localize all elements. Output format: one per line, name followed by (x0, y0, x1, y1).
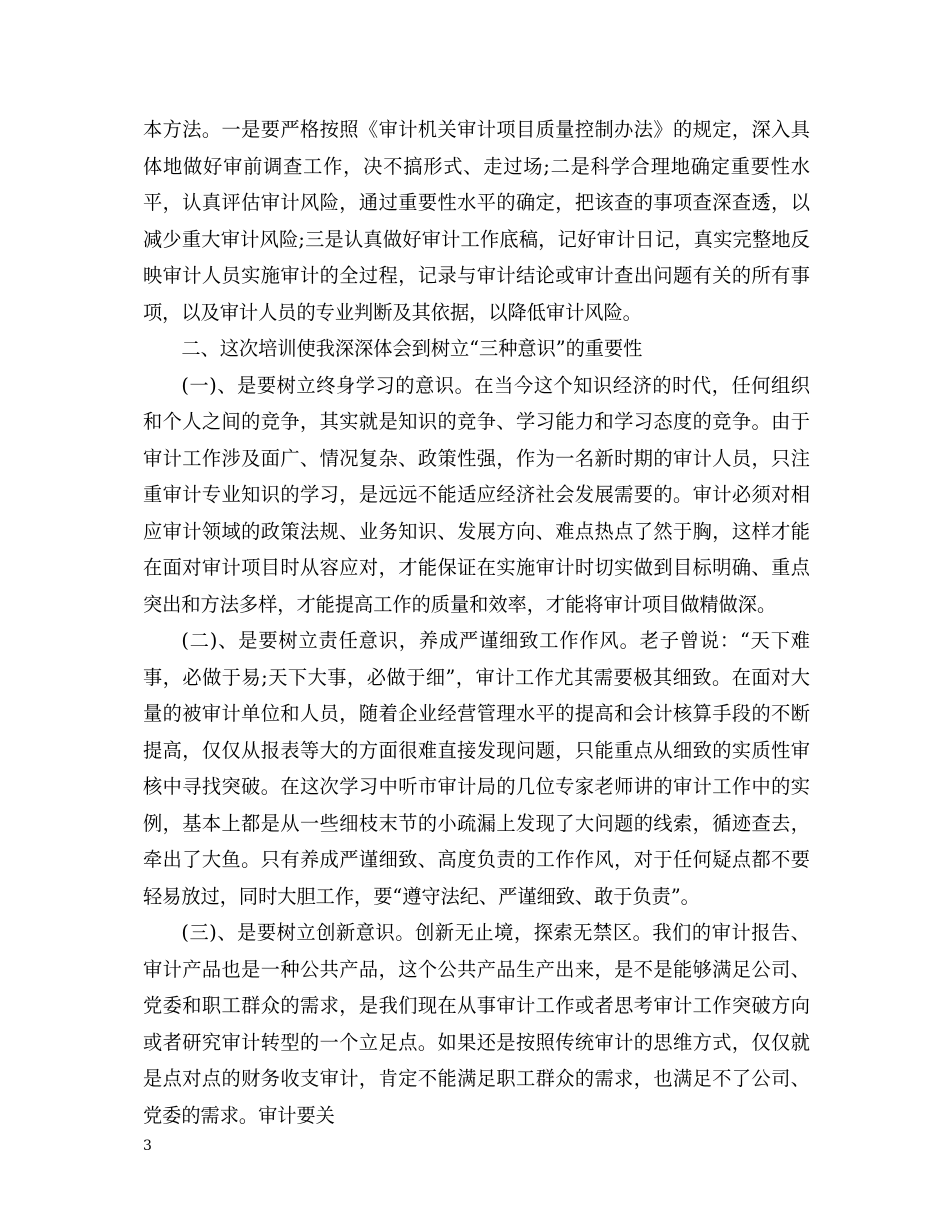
paragraph-lifelong-learning: (一)、是要树立终身学习的意识。在当今这个知识经济的时代，任何组织和个人之间的竞争，其实就是知识的竞争、学习能力和学习态度的竞争。由于审计工作涉及面广、情况复杂、政策性强，作为一名新时期的审计人员，只注重审计专业知识的学习，是远远不能适应经济社会发展需要的。审计必须对相应审计领域的政策法规、业务知识、发展方向、难点热点了然于胸，这样才能在面对审计项目时从容应对，才能保证在实施审计时切实做到目标明确、重点突出和方法多样，才能提高工作的质量和效率，才能将审计项目做精做深。 (143, 373, 810, 616)
paragraph-continuation: 本方法。一是要严格按照《审计机关审计项目质量控制办法》的规定，深入具体地做好审前调查工作，决不搞形式、走过场;二是科学合理地确定重要性水平，认真评估审计风险，通过重要性水平的确定，把该查的事项查深查透，以减少重大审计风险;三是认真做好审计工作底稿，记好审计日记，真实完整地反映审计人员实施审计的全过程，记录与审计结论或审计查出问题有关的所有事项，以及审计人员的专业判断及其依据，以降低审计风险。 (143, 118, 810, 324)
body-text (143, 112, 810, 1134)
page-number: 3 (143, 1138, 152, 1154)
section-heading: 二、这次培训使我深深体会到树立“三种意识”的重要性 (181, 337, 643, 360)
paragraph-innovation: (三)、是要树立创新意识。创新无止境，探索无禁区。我们的审计报告、审计产品也是一种公共产品，这个公共产品生产出来，是不是能够满足公司、党委和职工群众的需求，是我们现在从事审计工作或者思考审计工作突破方向或者研究审计转型的一个立足点。如果还是按照传统审计的思维方式，仅仅就是点对点的财务收支审计，肯定不能满足职工群众的需求，也满足不了公司、党委的需求。审计要关 (143, 921, 810, 1127)
paragraph-responsibility: (二)、是要树立责任意识，养成严谨细致工作作风。老子曾说：“天下难事，必做于易;天下大事，必做于细”，审计工作尤其需要极其细致。在面对大量的被审计单位和人员，随着企业经营管理水平的提高和会计核算手段的不断提高，仅仅从报表等大的方面很难直接发现问题，只能重点从细致的实质性审核中寻找突破。在这次学习中听市审计局的几位专家老师讲的审计工作中的实例，基本上都是从一些细枝末节的小疏漏上发现了大问题的线索，循迹查去，牵出了大鱼。只有养成严谨细致、高度负责的工作作风，对于任何疑点都不要轻易放过，同时大胆工作，要“遵守法纪、严谨细致、敢于负责”。 (143, 629, 810, 908)
